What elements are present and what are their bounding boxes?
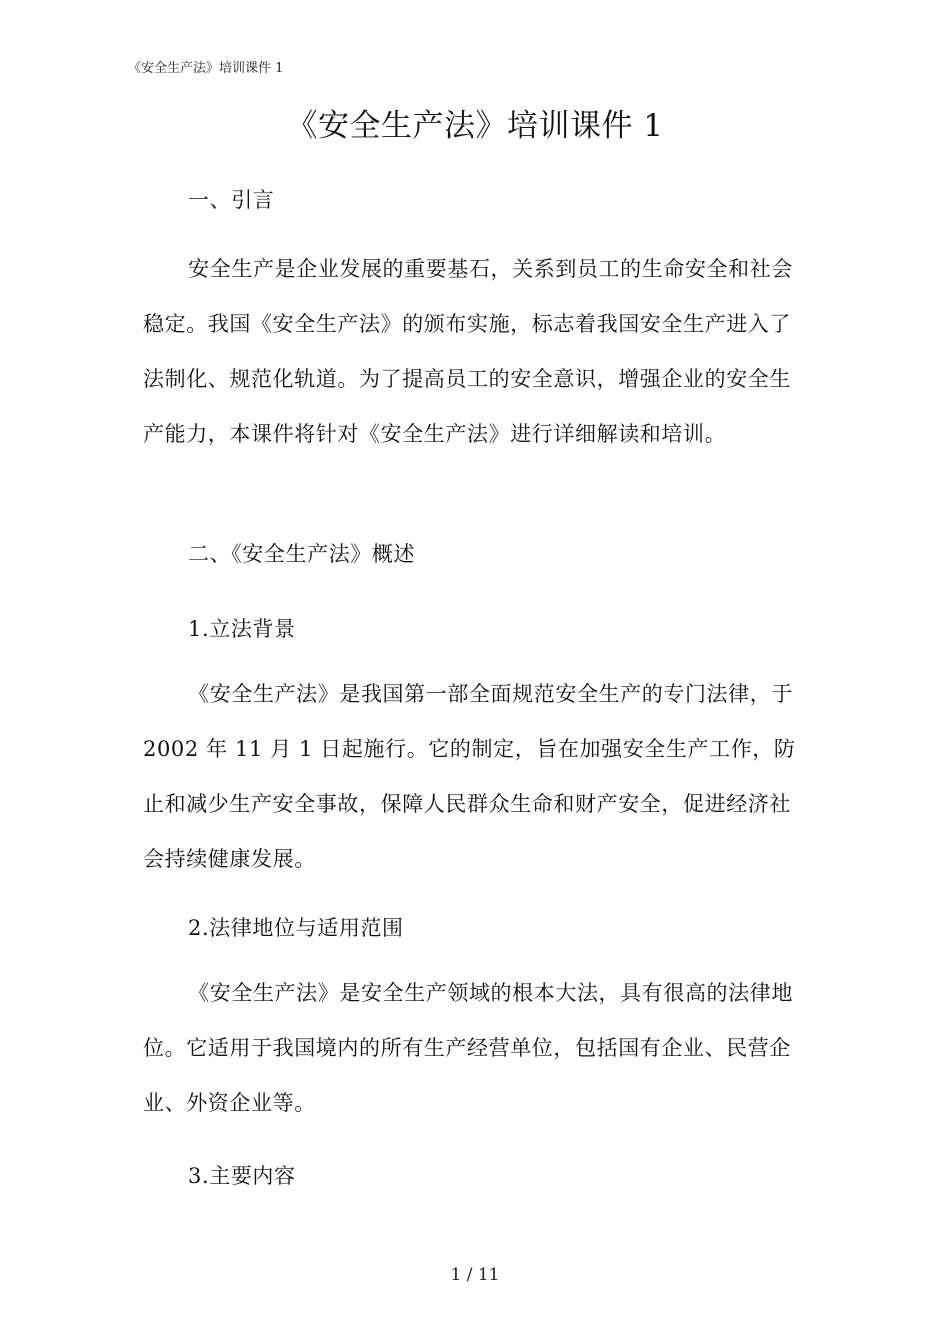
background-paragraph: 《安全生产法》是我国第一部全面规范安全生产的专门法律，于 2002 年 11 月 1 日起施行。它的制定，旨在加强安全生产工作，防止和减少生产安全事故，保障人民群众生命和财产安全，促进经济社会持续健康发展。	[143, 682, 796, 871]
page-number: 1 / 11	[450, 1265, 500, 1285]
introduction-paragraph: 安全生产是企业发展的重要基石，关系到员工的生命安全和社会稳定。我国《安全生产法》的颁布实施，标志着我国安全生产进入了法制化、规范化轨道。为了提高员工的安全意识，增强企业的安全生产能力，本课件将针对《安全生产法》进行详细解读和培训。	[143, 257, 793, 446]
legal-status-paragraph: 《安全生产法》是安全生产领域的根本大法，具有很高的法律地位。它适用于我国境内的所有生产经营单位，包括国有企业、民营企业、外资企业等。	[143, 981, 793, 1115]
document-title: 《安全生产法》培训课件 1	[286, 108, 664, 144]
subsection-heading-legal-status: 2.法律地位与适用范围	[188, 916, 404, 940]
section-heading-introduction: 一、引言	[188, 188, 275, 212]
subsection-heading-background: 1.立法背景	[188, 617, 296, 641]
running-header: 《安全生产法》培训课件 1	[128, 61, 284, 76]
section-heading-overview: 二、《安全生产法》概述	[188, 542, 416, 566]
subsection-heading-main-content: 3.主要内容	[188, 1164, 296, 1188]
